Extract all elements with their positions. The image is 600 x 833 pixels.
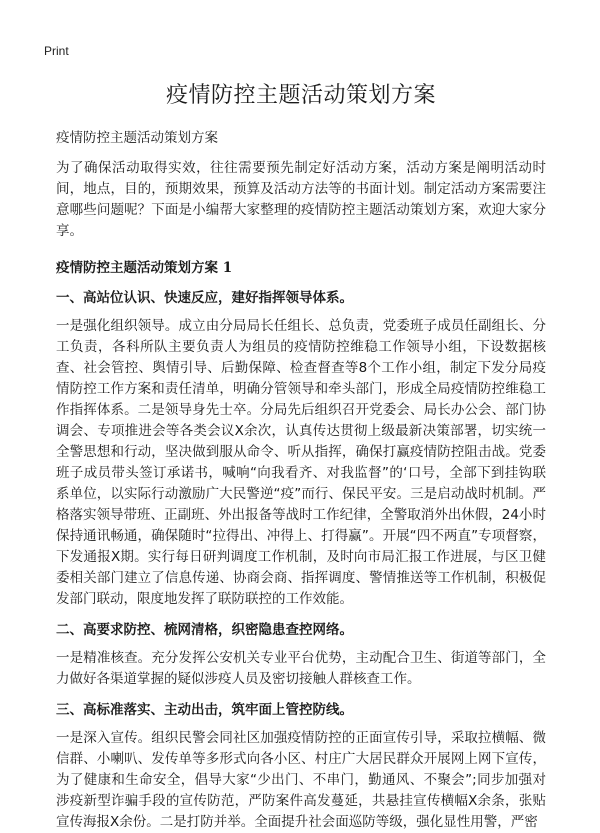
section-body-2: 一是精准核查。充分发挥公安机关专业平台优势，主动配合卫生、街道等部门，全力做好各渠道掌握的疑似涉疫人员及密切接触人群核查工作。 [56, 650, 546, 687]
section-body-1: 一是强化组织领导。成立由分局局长任组长、总负责，党委班子成员任副组长、分工负责，各科所队主要负责人为组员的疫情防控维稳工作领导小组，下设数据核查、社会管控、舆情引导、后勤保障、检查督查等8个工作小组，制定下发分局疫情防控工作方案和责任清单，明确分管领导和牵头部门，形成全局疫情防控维稳工作指挥体系。二是领导身先士卒。分局先后组织召开党委会、局长办公会、部门协调会、专项推进会等各类会议X余次，认真传达贯彻上级最新决策部署，切实统一全警思想和行动，坚决做到服从命令、听从指挥，确保打赢疫情防控阻击战。党委班子成员带头签订承诺书，喊响“向我看齐、对我监督”的‘口号，全部下到挂钩联系单位，以实际行动激励广大民警逆“疫”而行、保民平安。三是启动战时机制。严格落实领导带班、正副班、外出报备等战时工作纪律，全警取消外出休假，24小时保持通讯畅通，确保随时“拉得出、冲得上、打得赢”。开展“四不两直”专项督察，下发通报X期。实行每日研判调度工作机制，及时向市局汇报工作进展，与区卫健委相关部门建立了信息传递、协商会商、指挥调度、警情推送等工作机制，积极促发部门联动，限度地发挥了联防联控的工作效能。 [56, 318, 546, 607]
section-heading-3: 三、高标准落实、主动出击，筑牢面上管控防线。 [56, 702, 353, 718]
intro-paragraph: 为了确保活动取得实效，往往需要预先制定好活动方案，活动方案是阐明活动时间，地点，目的，预期效果，预算及活动方法等的书面计划。制定活动方案需要注意哪些问题呢？下面是小编帮大家整理的疫情防控主题活动策划方案，欢迎大家分享。 [56, 160, 546, 239]
section-body-3: 一是深入宣传。组织民警会同社区加强疫情防控的正面宣传引导，采取拉横幅、微信群、小喇叭、发传单等多形式向各小区、村庄广大居民群众开展网上网下宣传，为了健康和生命安全，倡导大家“少出门、不串门，勤通风、不聚会”;同步加强对涉疫新型诈骗手段的宣传防范，严防案件高发蔓延，共悬挂宣传横幅X余条，张贴宣传海报X余份。二是打防并举。全面提升社会面巡防等级，强化显性用警，严密 [56, 730, 546, 830]
section-title: 疫情防控主题活动策划方案 1 [56, 260, 233, 276]
document-title: 疫情防控主题活动策划方案 [165, 83, 436, 108]
section-heading-1: 一、高站位认识、快速反应，建好指挥领导体系。 [56, 290, 353, 306]
document-subtitle: 疫情防控主题活动策划方案 [56, 130, 218, 146]
section-heading-2: 二、高要求防控、梳网清格，织密隐患查控网络。 [56, 622, 353, 638]
print-link[interactable]: Print [44, 44, 69, 58]
document-page [56, 70, 546, 833]
